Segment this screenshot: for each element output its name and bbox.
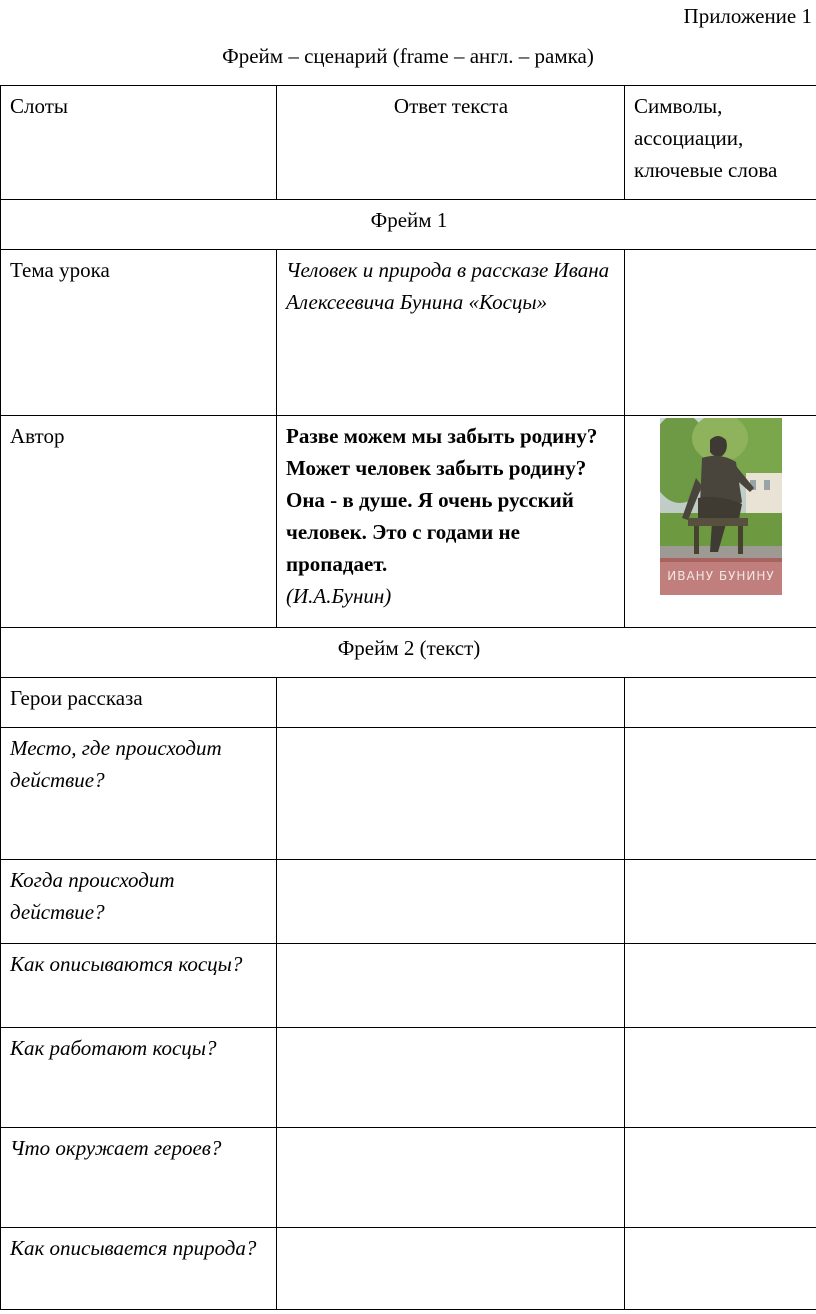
- table-row: [1, 250, 816, 416]
- answer-cell[interactable]: [277, 1128, 625, 1228]
- header-symbols: Символы, ассоциации, ключевые слова: [625, 86, 816, 200]
- slot-cell: Как описываются косцы?: [1, 944, 277, 1028]
- frame1-title-row: [1, 200, 816, 250]
- symbols-cell[interactable]: [625, 728, 816, 860]
- table-row: [1, 1128, 816, 1228]
- table-row: [1, 1228, 816, 1310]
- answer-cell[interactable]: [277, 678, 625, 728]
- table-row: [1, 678, 816, 728]
- symbols-cell[interactable]: [625, 1128, 816, 1228]
- frame2-title-row: [1, 628, 816, 678]
- answer-cell[interactable]: [277, 860, 625, 944]
- table-row: [1, 944, 816, 1028]
- header-slots: Слоты: [1, 86, 277, 200]
- slot-cell: Тема урока: [1, 250, 277, 416]
- slot-cell: Место, где происходит действие?: [1, 728, 277, 860]
- document-title: Фрейм – сценарий (frame – англ. – рамка): [222, 44, 594, 68]
- answer-cell: [277, 416, 625, 628]
- table-row: [1, 416, 816, 628]
- appendix-label: Приложение 1: [683, 4, 812, 28]
- table-header-row: [1, 86, 816, 200]
- answer-cell: Человек и природа в рассказе Ивана Алексеевича Бунина «Косцы»: [277, 250, 625, 416]
- header-answer: Ответ текста: [277, 86, 625, 200]
- symbols-cell[interactable]: [625, 860, 816, 944]
- slot-cell: Когда происходит действие?: [1, 860, 277, 944]
- frame-table: [0, 85, 816, 1310]
- symbols-cell[interactable]: [625, 944, 816, 1028]
- slot-cell: Герои рассказа: [1, 678, 277, 728]
- pedestal-inscription: ИВАНУ БУНИНУ: [667, 569, 775, 583]
- symbols-cell[interactable]: [625, 1228, 816, 1310]
- slot-cell: Что окружает героев?: [1, 1128, 277, 1228]
- table-row: [1, 728, 816, 860]
- bunin-quote: Разве можем мы забыть родину? Может человек забыть родину? Она - в душе. Я очень русский человек. Это с годами не пропадает.: [286, 424, 598, 576]
- symbols-cell[interactable]: [625, 1028, 816, 1128]
- answer-cell[interactable]: [277, 728, 625, 860]
- frame2-title: Фрейм 2 (текст): [1, 628, 816, 678]
- answer-cell[interactable]: [277, 1028, 625, 1128]
- quote-author: (И.А.Бунин): [286, 584, 392, 608]
- frame1-title: Фрейм 1: [1, 200, 816, 250]
- slot-cell: Как описывается природа?: [1, 1228, 277, 1310]
- answer-cell[interactable]: [277, 944, 625, 1028]
- answer-cell[interactable]: [277, 1228, 625, 1310]
- table-row: [1, 860, 816, 944]
- symbols-cell: [625, 250, 816, 416]
- bunin-monument-photo: [660, 418, 782, 595]
- table-row: [1, 1028, 816, 1128]
- slot-cell: Автор: [1, 416, 277, 628]
- symbols-cell[interactable]: [625, 678, 816, 728]
- symbols-cell: [625, 416, 816, 628]
- slot-cell: Как работают косцы?: [1, 1028, 277, 1128]
